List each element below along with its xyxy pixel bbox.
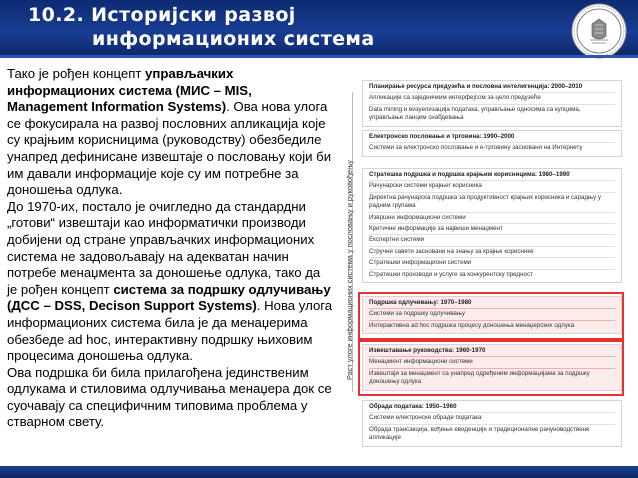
highlight-rectangle-mis [358, 340, 624, 396]
era-row: Менаџмент информациони системи [369, 356, 615, 367]
era-heading: Електронско пословање и трговина: 1990–2000 [369, 133, 515, 140]
era-heading: Стратешка подршка и подршка крајњим корисницима: 1980–1990 [369, 171, 570, 178]
era-row: Критичне информације за највиши менаџмент [369, 223, 615, 234]
era-row: Data mining и визуелизација података, управљање односима са купцима, управљање ланцем снабдевања [369, 104, 615, 124]
paragraph-dss [7, 199, 333, 365]
text-run: Ова подршка би била прилагођена јединственим одлукама и стиловима одлучивања менаџера док се суочавају са специфичним типовима проблема у стварном свету. [7, 364, 332, 430]
evolution-figure [346, 80, 624, 450]
footer-bar [0, 466, 638, 478]
era-heading: Извештавање руководства: 1960-1970 [369, 347, 486, 354]
era-box-ebusiness [362, 130, 622, 157]
era-row: Стручни савети засновани на знању за крајње кориснике [369, 246, 615, 257]
text-run: До 1970-их, постало је очигледно да стандардни „готови“ извештаји као информатички производи добијени од стране управљачких информационих система не задовољавају на адекватан начин потребе менаџмента за доношење одлука, тако да је рођен концепт [7, 198, 321, 297]
era-row: Системи за подршку одлучивању [369, 308, 615, 319]
era-row: Обрада трансакција, вођење евиденције и традиционалне рачуноводствене апликације [369, 424, 615, 444]
paragraph-support [7, 365, 333, 431]
text-run-bold: управљачких информационих система (МИС – MIS, Management Information Systems) [7, 66, 252, 115]
era-row: Извршни информациони системи [369, 212, 615, 223]
era-row: Извештаји за менаџмент са унапред одређеним информацијама за подршку доношењу одлука [369, 368, 615, 388]
era-row: Системи за електронско пословање и е-трговину засновани на Интернету [369, 142, 615, 153]
era-box-erp [362, 80, 622, 127]
era-row: Апликације са заједничким интерфејсом за цело предузеће [369, 92, 615, 103]
slide-title-line-1: 10.2. Историјски развој [28, 4, 296, 26]
text-run: . Нова улога информационих система била је да менаџерима обезбеде ad hoc, интерактивну подршку њиховим процесима доношења одлука. [7, 298, 333, 364]
slide-body-text [7, 66, 333, 431]
era-row: Интерактивна ad hoc подршка процесу доношења менаџерских одлука [369, 320, 615, 331]
highlight-rectangle-dss [358, 292, 624, 340]
era-row: Стратешки производи и услуге за конкурентску предност [369, 269, 615, 280]
growth-axis-label: Раст улоге информационих система у пословању и руковођењу [345, 160, 354, 380]
era-heading: Планирање ресурса предузећа и пословна интелигенција: 2000–2010 [369, 83, 583, 90]
text-run-bold: система за подршку одлучивању (ДСС – DSS, Decison Support Systems) [7, 281, 331, 314]
slide-title-line-2: информационих система [92, 28, 375, 50]
era-row: Стратешки информациони системи [369, 257, 615, 268]
era-row: Директна рачунарска подршка за продуктивност крајњих корисника и сарадњу у радним групама [369, 192, 615, 212]
era-row: Експертни системи [369, 234, 615, 245]
paragraph-mis [7, 66, 333, 199]
slide-title [28, 3, 548, 51]
era-heading: Подршка одлучивању: 1970–1980 [369, 299, 472, 306]
era-heading: Обрада података: 1950–1960 [369, 403, 457, 410]
era-box-strategic [362, 168, 622, 283]
era-row: Рачунарски системи крајњег корисника [369, 180, 615, 191]
era-row: Системи електронске обраде података [369, 412, 615, 423]
title-banner [0, 0, 638, 58]
text-run: . Ова нова улога се фокусирала на развој пословних апликација које су крајњим корисницима (руководству) обезбедиле унапред дефинисане извештаје о пословању који би им давали информације које су им потребне за доношења одлука. [7, 99, 332, 198]
era-box-data-processing [362, 400, 622, 447]
text-run: Тако је рођен концепт [7, 66, 146, 81]
university-seal-logo [570, 2, 628, 60]
